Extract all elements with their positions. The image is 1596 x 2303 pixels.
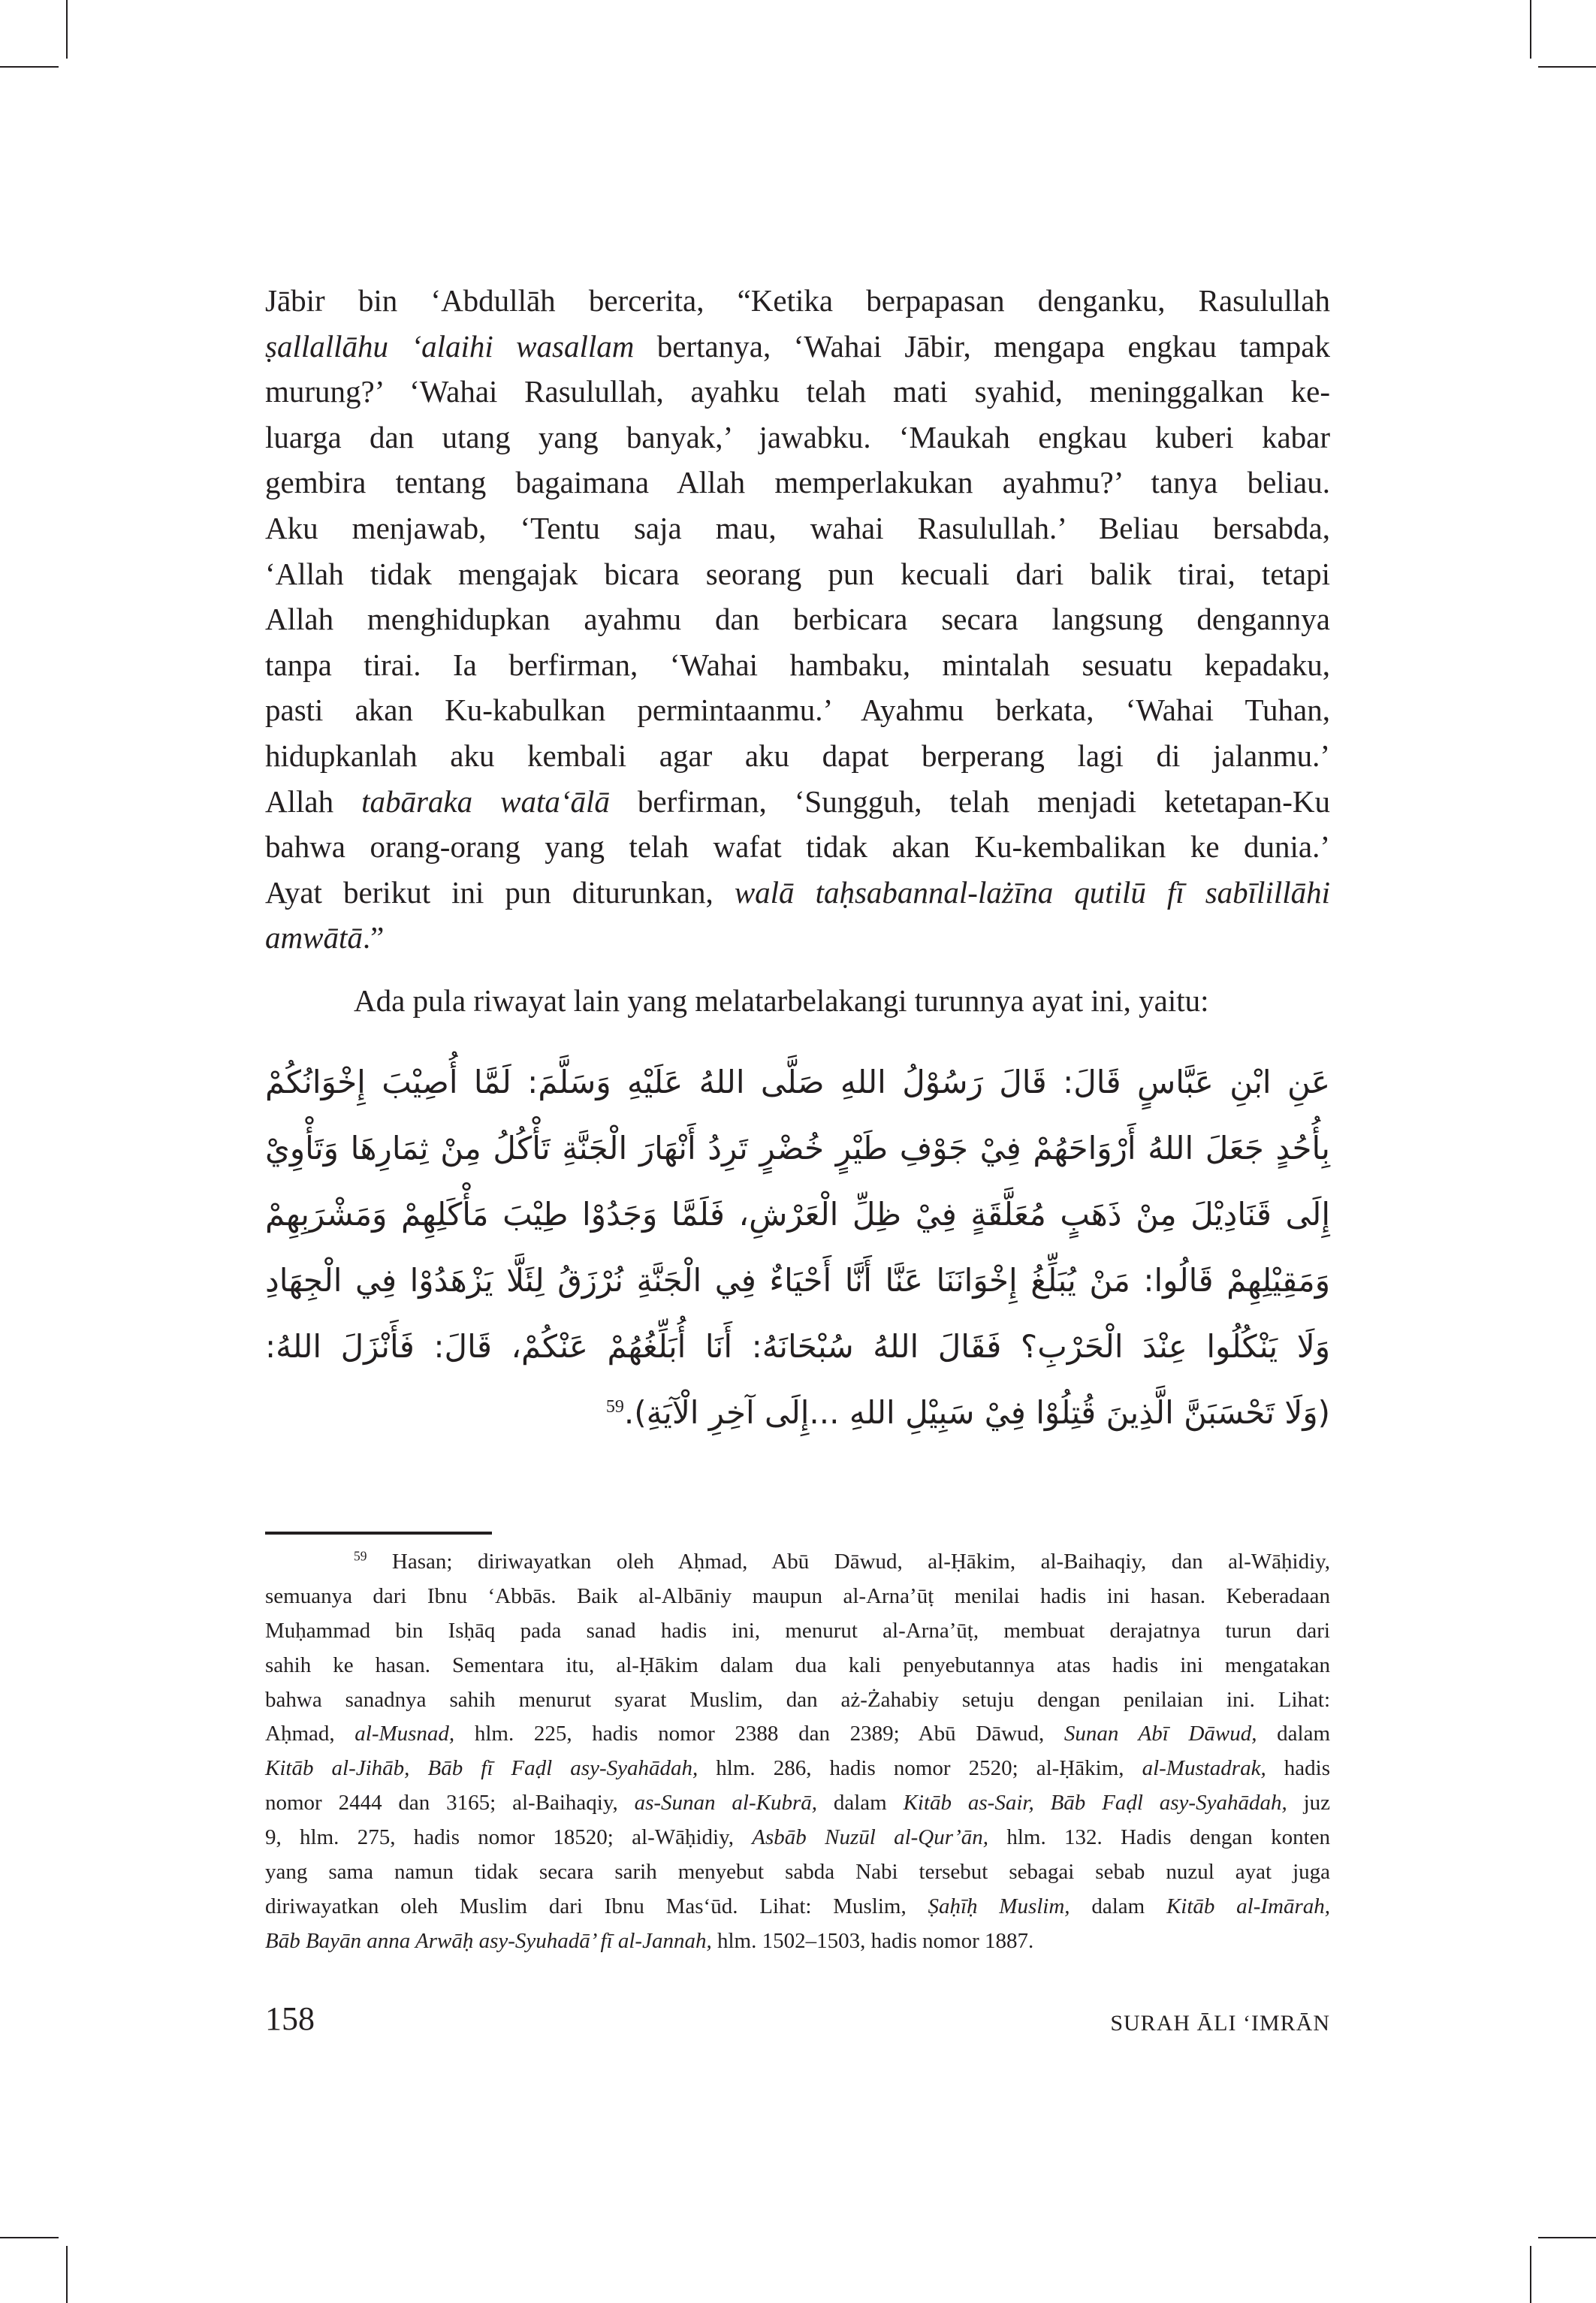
- text-segment: وَمَقِيْلِهِمْ قَالُوا: مَنْ يُبَلِّغُ إِخْوَانَنَا عَنَّا أَنَّا أَحْيَاءٌ فِي الْجَنَّةِ نُرْزَقُ لِئَلَّا يَزْهَدُوْا فِي الْجِهَادِ: [265, 1262, 1330, 1299]
- text-line: [265, 1683, 1330, 1718]
- text-line: [265, 1717, 1330, 1752]
- text-segment: nomor 2444 dan 3165; al-Baihaqiy,: [265, 1791, 635, 1816]
- text-line: [265, 870, 1330, 916]
- text-line: [265, 978, 1330, 1024]
- text-segment: إِلَى قَنَادِيْلَ مِنْ ذَهَبٍ مُعَلَّقَةٍ فِيْ ظِلِّ الْعَرْشِ، فَلَمَّا وَجَدُوْا طِيْبَ مَأْكَلِهِمْ وَمَشْرَبِهِمْ: [265, 1196, 1330, 1233]
- italic-text: Kitāb as-Sair, Bāb Faḍl asy-Syahādah,: [903, 1791, 1287, 1816]
- text-line: [265, 1248, 1330, 1314]
- text-line: [265, 1580, 1330, 1614]
- text-segment: hlm. 286, hadis nomor 2520; al-Ḥākim,: [698, 1756, 1142, 1781]
- text-segment: dalam: [817, 1791, 904, 1816]
- text-segment: عَنِ ابْنِ عَبَّاسٍ قَالَ: قَالَ رَسُوْلُ اللهِ صَلَّى اللهُ عَلَيْهِ وَسَلَّمَ: لَمَّا أُصِيْبَ إِخْوَانُكُمْ: [265, 1064, 1330, 1100]
- text-line: [265, 1115, 1330, 1182]
- text-line: [265, 551, 1330, 597]
- text-segment: Allah menghidupkan ayahmu dan berbicara secara langsung dengannya: [265, 602, 1330, 637]
- arabic-hadith: [265, 1049, 1330, 1446]
- text-line: [265, 1786, 1330, 1821]
- italic-text: tabāraka wata‘ālā: [361, 783, 610, 819]
- text-segment: tanpa tirai. Ia berfirman, ‘Wahai hambaku, mintalah sesuatu kepadaku,: [265, 647, 1330, 682]
- text-segment: gembira tentang bagaimana Allah memperlakukan ayahmu?’ tanya beliau.: [265, 465, 1330, 500]
- italic-text: Bāb Bayān anna Arwāḥ asy-Syuhadā’ fī al-Jannah,: [265, 1928, 712, 1953]
- text-segment: murung?’ ‘Wahai Rasulullah, ayahku telah mati syahid, meninggalkan ke-: [265, 374, 1330, 409]
- text-segment: وَلَا يَنْكُلُوا عِنْدَ الْحَرْبِ؟ فَقَالَ اللهُ سُبْحَانَهُ: أَنَا أُبَلِّغُهُمْ عَنْكُمْ، قَالَ: فَأَنْزَلَ اللهُ:: [265, 1328, 1330, 1365]
- italic-text: Sunan Abī Dāwud,: [1063, 1722, 1257, 1746]
- text-segment: Ayat berikut ini pun diturunkan,: [265, 874, 735, 910]
- text-line: [265, 687, 1330, 733]
- italic-text: Ṣaḥīḥ Muslim,: [928, 1894, 1070, 1918]
- text-line: [265, 415, 1330, 460]
- italic-text: walā taḥsabannal-lażīna qutilū fī sabīlillāhi: [734, 874, 1330, 910]
- text-line: [265, 824, 1330, 870]
- body-paragraph-2: [265, 978, 1330, 1024]
- text-segment: Jābir bin ‘Abdullāh bercerita, “Ketika berpapasan denganku, Rasulullah: [265, 283, 1330, 318]
- text-segment: hadis: [1266, 1756, 1331, 1781]
- text-line: [265, 1649, 1330, 1683]
- footnote: [265, 1545, 1330, 1959]
- text-line: [265, 369, 1330, 415]
- crop-mark: [1530, 2246, 1531, 2303]
- text-segment: hidupkanlah aku kembali agar aku dapat berperang lagi di jalanmu.’: [265, 738, 1330, 773]
- crop-mark: [66, 2246, 68, 2303]
- italic-text: al-Mustadrak,: [1142, 1756, 1266, 1781]
- text-segment: (وَلَا تَحْسَبَنَّ الَّذِينَ قُتِلُوْا فِيْ سَبِيْلِ اللهِ ...إِلَى آخِرِ الْآيَةِ).: [623, 1394, 1330, 1431]
- text-line: [265, 733, 1330, 779]
- crop-mark: [0, 2237, 59, 2238]
- text-segment: hlm. 1502–1503, hadis nomor 1887.: [711, 1928, 1034, 1953]
- text-line: [265, 915, 1330, 961]
- text-segment: bahwa orang-orang yang telah wafat tidak akan Ku-kembalikan ke dunia.’: [265, 829, 1330, 865]
- text-segment: Ada pula riwayat lain yang melatarbelakangi turunnya ayat ini, yaitu:: [354, 983, 1209, 1018]
- text-line: [265, 1380, 1330, 1446]
- text-line: [265, 324, 1330, 370]
- text-line: [265, 460, 1330, 506]
- text-segment: hlm. 132. Hadis dengan konten: [988, 1825, 1330, 1850]
- crop-mark: [1538, 2237, 1596, 2238]
- text-line: [265, 1049, 1330, 1115]
- text-segment: 9, hlm. 275, hadis nomor 18520; al-Wāḥidiy,: [265, 1825, 753, 1850]
- text-line: [265, 1614, 1330, 1649]
- crop-mark: [0, 66, 59, 68]
- text-segment: .”: [362, 920, 385, 955]
- crop-mark: [1530, 0, 1531, 59]
- text-segment: ‘Allah tidak mengajak bicara seorang pun kecuali dari balik tirai, tetapi: [265, 556, 1330, 591]
- text-line: [265, 506, 1330, 551]
- body-paragraph: [265, 278, 1330, 961]
- text-segment: Muḥammad bin Isḥāq pada sanad hadis ini, menurut al-Arna’ūṭ, membuat derajatnya turun dari: [265, 1618, 1330, 1643]
- text-segment: bertanya, ‘Wahai Jābir, mengapa engkau tampak: [634, 328, 1331, 364]
- text-segment: bahwa sanadnya sahih menurut syarat Muslim, dan aż-Żahabiy setuju dengan penilaian ini. Lihat:: [265, 1687, 1330, 1712]
- text-line: [265, 1545, 1330, 1580]
- text-segment: diriwayatkan oleh Muslim dari Ibnu Mas‘ūd. Lihat: Muslim,: [265, 1894, 928, 1918]
- text-segment: berfirman, ‘Sungguh, telah menjadi ketetapan-Ku: [609, 783, 1330, 819]
- text-line: [265, 642, 1330, 688]
- text-line: [265, 1182, 1330, 1248]
- footnote-rule: [265, 1532, 492, 1535]
- italic-text: ṣallallāhu ‘alaihi wasallam: [265, 328, 635, 364]
- text-line: [265, 1821, 1330, 1855]
- text-line: [265, 596, 1330, 642]
- text-segment: بِأُحُدٍ جَعَلَ اللهُ أَرْوَاحَهُمْ فِيْ جَوْفِ طَيْرٍ خُضْرٍ تَرِدُ أَنْهَارَ الْجَنَّةِ تَأْكُلُ مِنْ ثِمَارِهَا وَتَأْوِيْ: [265, 1130, 1330, 1167]
- italic-text: as-Sunan al-Kubrā,: [634, 1791, 817, 1816]
- text-segment: semuanya dari Ibnu ‘Abbās. Baik al-Albāniy maupun al-Arna’ūṭ menilai hadis ini hasan. Keberadaan: [265, 1583, 1330, 1608]
- italic-text: Kitāb al-Imārah,: [1166, 1894, 1331, 1918]
- crop-mark: [66, 0, 68, 59]
- crop-mark: [1538, 66, 1596, 68]
- text-segment: luarga dan utang yang banyak,’ jawabku. ‘Maukah engkau kuberi kabar: [265, 419, 1330, 454]
- italic-text: al-Musnad,: [354, 1722, 455, 1746]
- text-segment: Aḥmad,: [265, 1722, 355, 1746]
- text-segment: Hasan; diriwayatkan oleh Aḥmad, Abū Dāwud, al-Ḥākim, al-Baihaqiy, dan al-Wāḥidiy,: [367, 1550, 1330, 1574]
- text-line: [265, 1314, 1330, 1380]
- text-line: [265, 1752, 1330, 1786]
- footnote-reference: 59: [605, 1397, 624, 1417]
- text-segment: dalam: [1257, 1722, 1330, 1746]
- running-head: SURAH ĀLI ‘IMRĀN: [1110, 2011, 1330, 2036]
- text-line: [265, 278, 1330, 324]
- text-segment: juz: [1287, 1791, 1331, 1816]
- text-segment: Aku menjawab, ‘Tentu saja mau, wahai Rasulullah.’ Beliau bersabda,: [265, 510, 1330, 545]
- text-segment: yang sama namun tidak secara sarih menyebut sabda Nabi tersebut sebagai sebab nuzul ayat juga: [265, 1860, 1330, 1885]
- text-segment: dalam: [1070, 1894, 1166, 1918]
- text-line: [265, 1855, 1330, 1890]
- page-number: 158: [265, 2000, 315, 2037]
- footnote-reference: 59: [354, 1548, 367, 1564]
- text-line: [265, 779, 1330, 825]
- text-line: [265, 1924, 1330, 1959]
- text-segment: pasti akan Ku-kabulkan permintaanmu.’ Ayahmu berkata, ‘Wahai Tuhan,: [265, 693, 1330, 728]
- italic-text: amwātā: [265, 920, 363, 955]
- italic-text: Asbāb Nuzūl al-Qur’ān,: [752, 1825, 989, 1850]
- italic-text: Kitāb al-Jihāb, Bāb fī Faḍl asy-Syahādah,: [265, 1756, 698, 1781]
- text-line: [265, 1890, 1330, 1924]
- text-segment: sahih ke hasan. Sementara itu, al-Ḥākim dalam dua kali penyebutannya atas hadis ini mengatakan: [265, 1653, 1330, 1677]
- text-segment: Allah: [265, 783, 362, 819]
- text-segment: hlm. 225, hadis nomor 2388 dan 2389; Abū Dāwud,: [454, 1722, 1064, 1746]
